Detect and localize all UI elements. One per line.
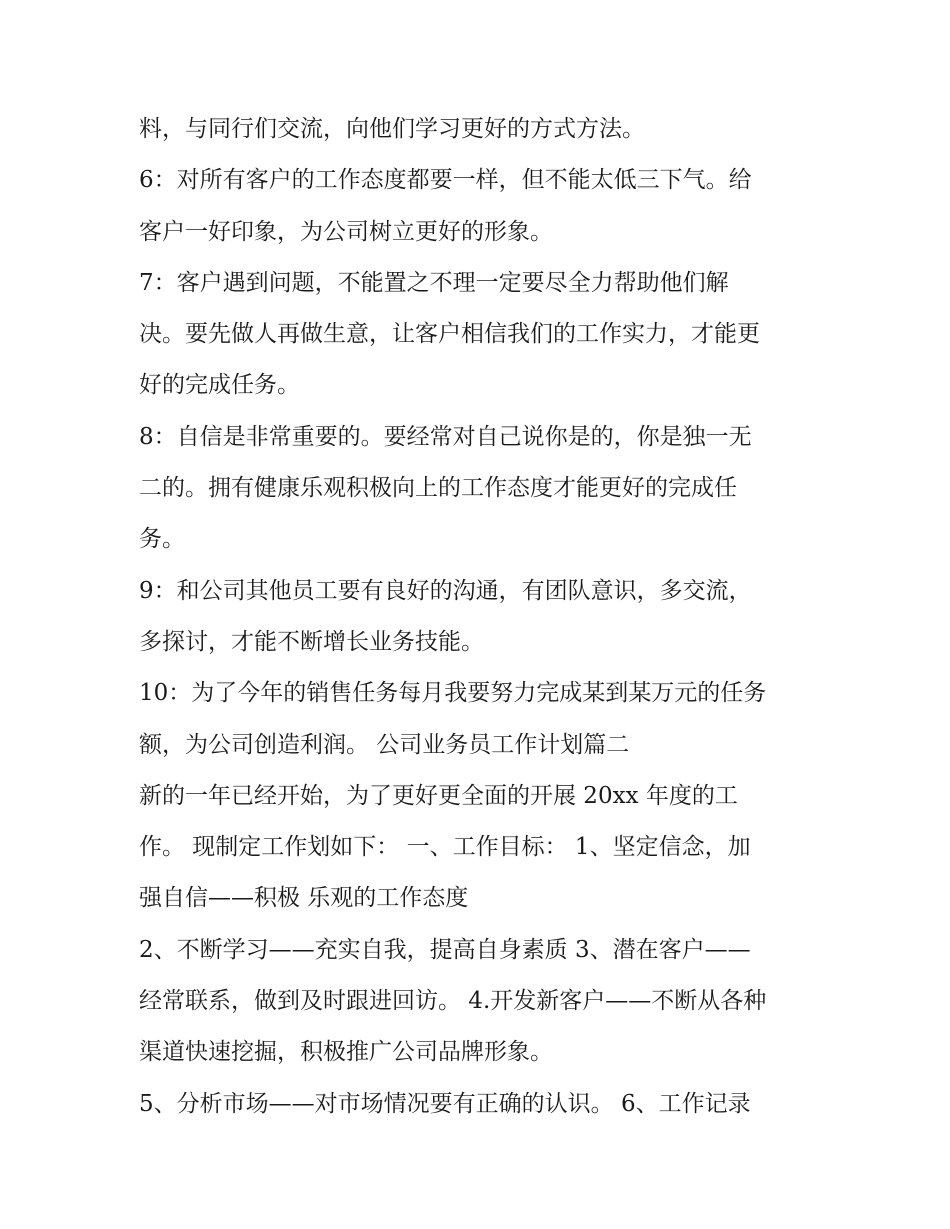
text-line: 渠道快速挖掘，积极推广公司品牌形象。	[139, 1039, 553, 1066]
text-line: 6：对所有客户的工作态度都要一样，但不能太低三下气。给	[139, 167, 752, 194]
text-line: 决。要先做人再做生意，让客户相信我们的工作实力，才能更	[139, 321, 760, 348]
text-line: 好的完成任务。	[139, 372, 300, 399]
text-line: 客户一好印象，为公司树立更好的形象。	[139, 218, 553, 245]
document-body	[139, 106, 829, 1132]
text-line: 10：为了今年的销售任务每月我要努力完成某到某万元的任务	[139, 680, 767, 707]
text-line: 额，为公司创造利润。 公司业务员工作计划篇二	[139, 731, 630, 758]
text-line: 料，与同行们交流，向他们学习更好的方式方法。	[139, 116, 645, 142]
text-line: 作。 现制定工作划如下： 一、工作目标： 1、坚定信念，加	[139, 834, 751, 861]
text-line: 经常联系，做到及时跟进回访。 4.开发新客户——不断从各种	[139, 988, 767, 1015]
text-line: 2、不断学习——充实自我，提高自身素质 3、潜在客户——	[139, 936, 751, 963]
text-line: 务。	[139, 526, 185, 553]
text-line: 9：和公司其他员工要有良好的沟通，有团队意识，多交流，	[139, 577, 752, 604]
text-line: 7：客户遇到问题，不能置之不理一定要尽全力帮助他们解	[139, 269, 729, 296]
text-line: 强自信——积极 乐观的工作态度	[139, 885, 469, 912]
text-line: 多探讨，才能不断增长业务技能。	[139, 628, 484, 655]
text-line: 二的。拥有健康乐观积极向上的工作态度才能更好的完成任	[139, 475, 737, 502]
text-line: 5、分析市场——对市场情况要有正确的认识。 6、工作记录	[139, 1090, 751, 1117]
text-line: 8：自信是非常重要的。要经常对自己说你是的，你是独一无	[139, 423, 752, 450]
text-line: 新的一年已经开始，为了更好更全面的开展 20xx 年度的工	[139, 782, 738, 809]
